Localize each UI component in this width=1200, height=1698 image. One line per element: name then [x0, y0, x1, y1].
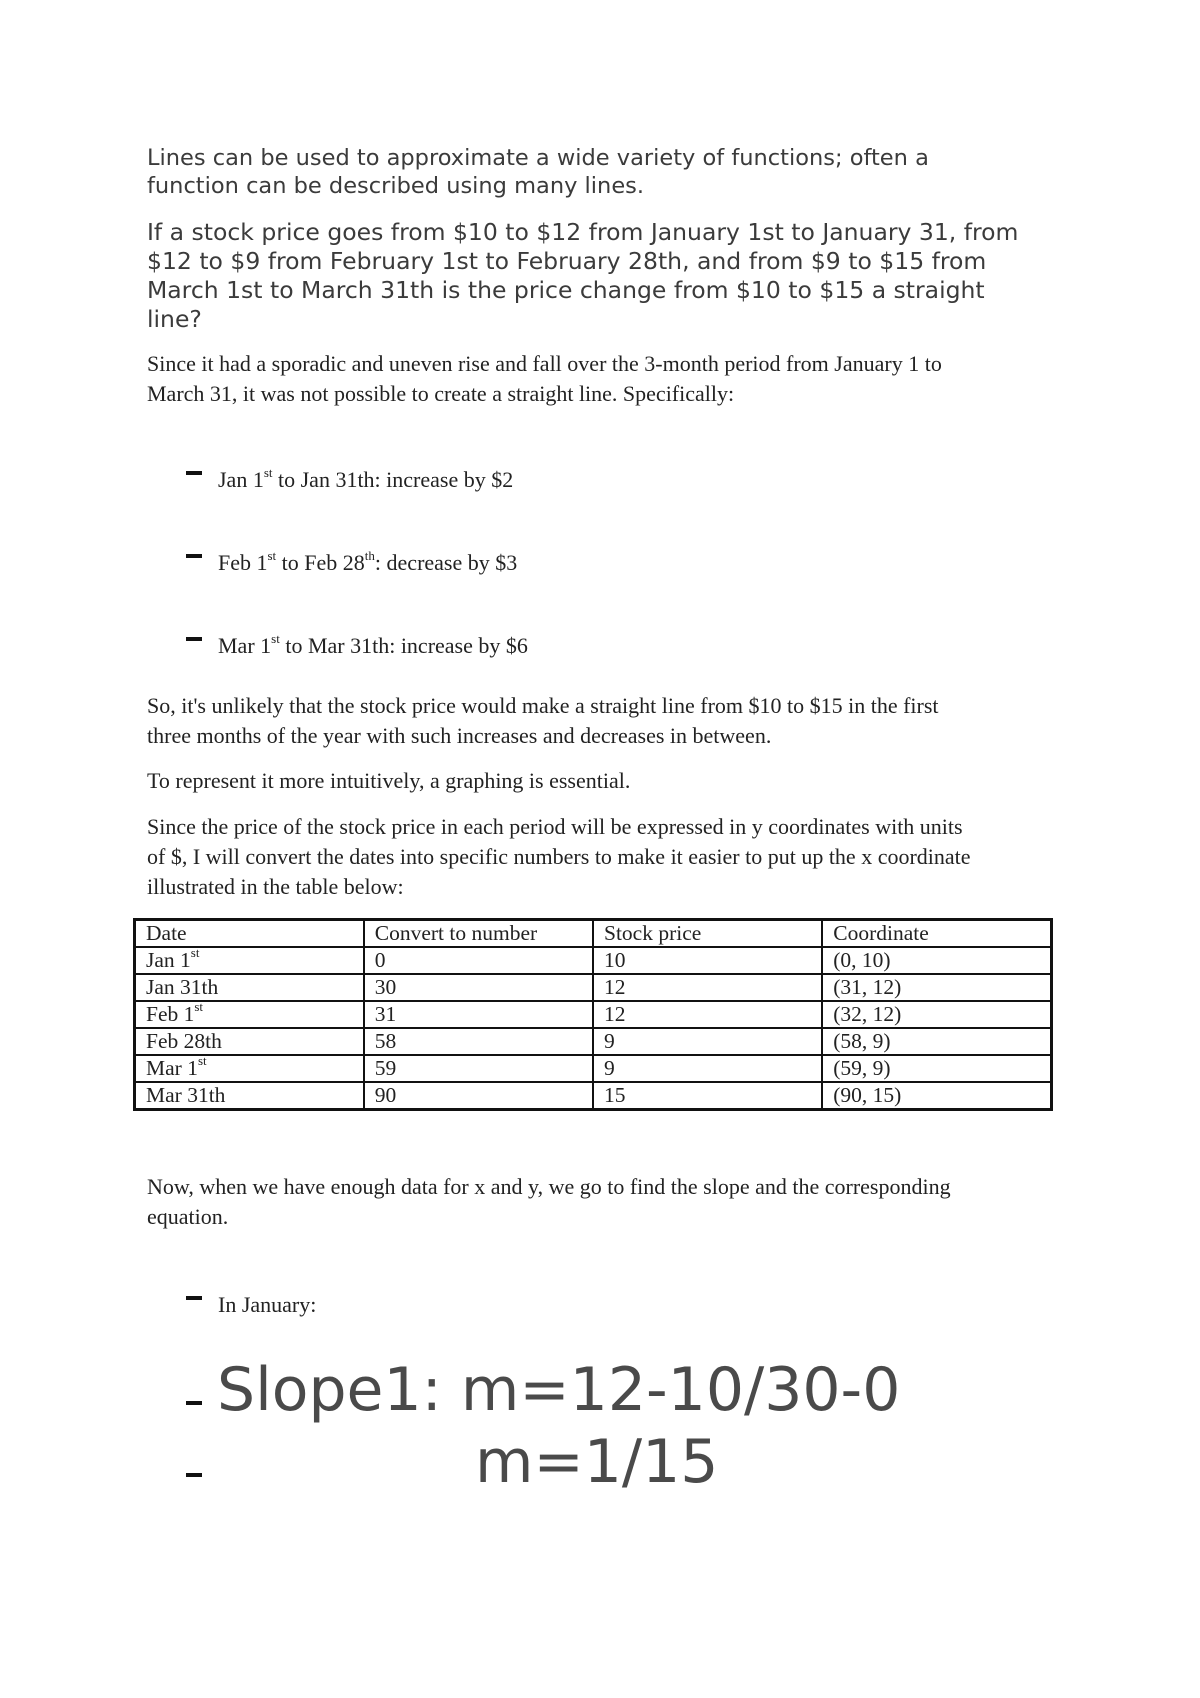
- header-coordinate: Coordinate: [822, 920, 1051, 948]
- cell-date: [135, 998, 364, 1028]
- table-row: [135, 947, 1052, 974]
- bullet-text-c: : decrease by $3: [374, 550, 518, 575]
- table-row: [135, 1055, 1052, 1082]
- cell-price: 9: [593, 1028, 822, 1055]
- question-line-3: March 1st to March 31th is the price change from $10 to $15 a straight: [147, 276, 985, 304]
- answer-paragraph: [147, 349, 1077, 409]
- bullet-item-march: [186, 631, 528, 661]
- question-line-1: If a stock price goes from $10 to $12 from January 1st to January 31, from: [147, 218, 1019, 246]
- date-text: Mar 31th: [146, 1083, 226, 1107]
- cell-coordinate: (58, 9): [822, 1028, 1051, 1055]
- cell-date: [135, 1028, 364, 1055]
- convert-line-1: Since the price of the stock price in each period will be expressed in y coordinates with units: [147, 814, 963, 839]
- cell-coordinate: (31, 12): [822, 974, 1051, 1001]
- graphing-paragraph: [147, 766, 1077, 796]
- table-row: [135, 1028, 1052, 1055]
- dash-bullet-icon: [186, 1473, 202, 1477]
- cell-coordinate: (32, 12): [822, 1001, 1051, 1028]
- header-price: Stock price: [593, 920, 822, 948]
- table-header-row: [135, 920, 1052, 948]
- answer-line-2: March 31, it was not possible to create a straight line. Specifically:: [147, 381, 735, 406]
- slope-equation-line-2: m=1/15: [475, 1427, 719, 1497]
- cell-date: [135, 974, 364, 1001]
- bullet-item-in-january: [186, 1290, 316, 1320]
- bullet-text-a: Mar 1: [218, 633, 272, 658]
- bullet-text-b: to Jan 31th: increase by $2: [272, 467, 514, 492]
- cell-number: 30: [364, 974, 593, 1001]
- answer-line-1: Since it had a sporadic and uneven rise and fall over the 3-month period from January 1 to: [147, 351, 942, 376]
- question-line-2: $12 to $9 from February 1st to February 28th, and from $9 to $15 from: [147, 247, 987, 275]
- bullet-sup: st: [267, 547, 277, 563]
- bullet-sup: st: [271, 630, 280, 646]
- cell-number: 0: [364, 947, 593, 974]
- dash-bullet-icon: [186, 1296, 202, 1300]
- slope-intro-line-1: Now, when we have enough data for x and y, we go to find the slope and the corresponding: [147, 1174, 951, 1199]
- date-text: Jan 31th: [146, 975, 219, 999]
- convert-paragraph: [147, 812, 1077, 902]
- cell-number: 58: [364, 1028, 593, 1055]
- dash-bullet-icon: [186, 637, 202, 641]
- cell-number: 90: [364, 1082, 593, 1110]
- question-paragraph: [147, 218, 1077, 334]
- conclusion-line-1: So, it's unlikely that the stock price would make a straight line from $10 to $15 in the first: [147, 693, 939, 718]
- conclusion-paragraph: [147, 691, 1077, 751]
- table-row: [135, 1082, 1052, 1110]
- cell-price: 15: [593, 1082, 822, 1110]
- cell-number: 59: [364, 1055, 593, 1082]
- date-text: Feb 28th: [146, 1029, 222, 1053]
- bullet-text-b: to Feb 28: [276, 550, 365, 575]
- header-date: Date: [135, 920, 364, 948]
- dash-bullet-icon: [186, 1401, 202, 1405]
- table-row: [135, 974, 1052, 1001]
- cell-price: 12: [593, 974, 822, 1001]
- bullet-text-a: Feb 1: [218, 550, 268, 575]
- question-line-4: line?: [147, 305, 202, 333]
- bullet-item-january: [186, 465, 513, 495]
- cell-coordinate: (0, 10): [822, 947, 1051, 974]
- january-label: In January:: [218, 1292, 317, 1317]
- intro-line-1: Lines can be used to approximate a wide variety of functions; often a: [147, 145, 929, 171]
- date-sup: st: [190, 944, 200, 960]
- slope-intro-line-2: equation.: [147, 1204, 229, 1229]
- bullet-sup: st: [263, 464, 273, 480]
- dash-bullet-icon: [186, 471, 202, 475]
- cell-number: 31: [364, 1001, 593, 1028]
- dash-bullet-icon: [186, 554, 202, 558]
- slope-equation-line-1: Slope1: m=12-10/30-0: [217, 1355, 901, 1425]
- convert-line-3: illustrated in the table below:: [147, 874, 404, 899]
- bullet-sup-2: th: [364, 547, 375, 563]
- cell-price: 9: [593, 1055, 822, 1082]
- bullet-text-a: Jan 1: [218, 467, 264, 492]
- cell-date: [135, 944, 364, 974]
- date-text: Feb 1: [146, 1002, 195, 1026]
- conclusion-line-2: three months of the year with such increases and decreases in between.: [147, 723, 772, 748]
- bullet-text-b: to Mar 31th: increase by $6: [279, 633, 528, 658]
- header-convert: Convert to number: [364, 920, 593, 948]
- cell-price: 10: [593, 947, 822, 974]
- date-text: Mar 1: [146, 1056, 198, 1080]
- date-sup: st: [197, 1052, 207, 1068]
- table-row: [135, 1001, 1052, 1028]
- intro-line-2: function can be described using many lines.: [147, 173, 645, 199]
- cell-price: 12: [593, 1001, 822, 1028]
- intro-paragraph: [147, 144, 1067, 200]
- coordinate-table: [133, 918, 1053, 1111]
- cell-date: [135, 1082, 364, 1110]
- bullet-item-february: [186, 548, 517, 578]
- graphing-line: To represent it more intuitively, a graphing is essential.: [147, 768, 631, 793]
- date-text: Jan 1: [146, 948, 191, 972]
- cell-coordinate: (90, 15): [822, 1082, 1051, 1110]
- date-sup: st: [194, 998, 204, 1014]
- slope-intro-paragraph: [147, 1172, 1077, 1232]
- cell-date: [135, 1052, 364, 1082]
- convert-line-2: of $, I will convert the dates into specific numbers to make it easier to put up the x coordinate: [147, 844, 971, 869]
- cell-coordinate: (59, 9): [822, 1055, 1051, 1082]
